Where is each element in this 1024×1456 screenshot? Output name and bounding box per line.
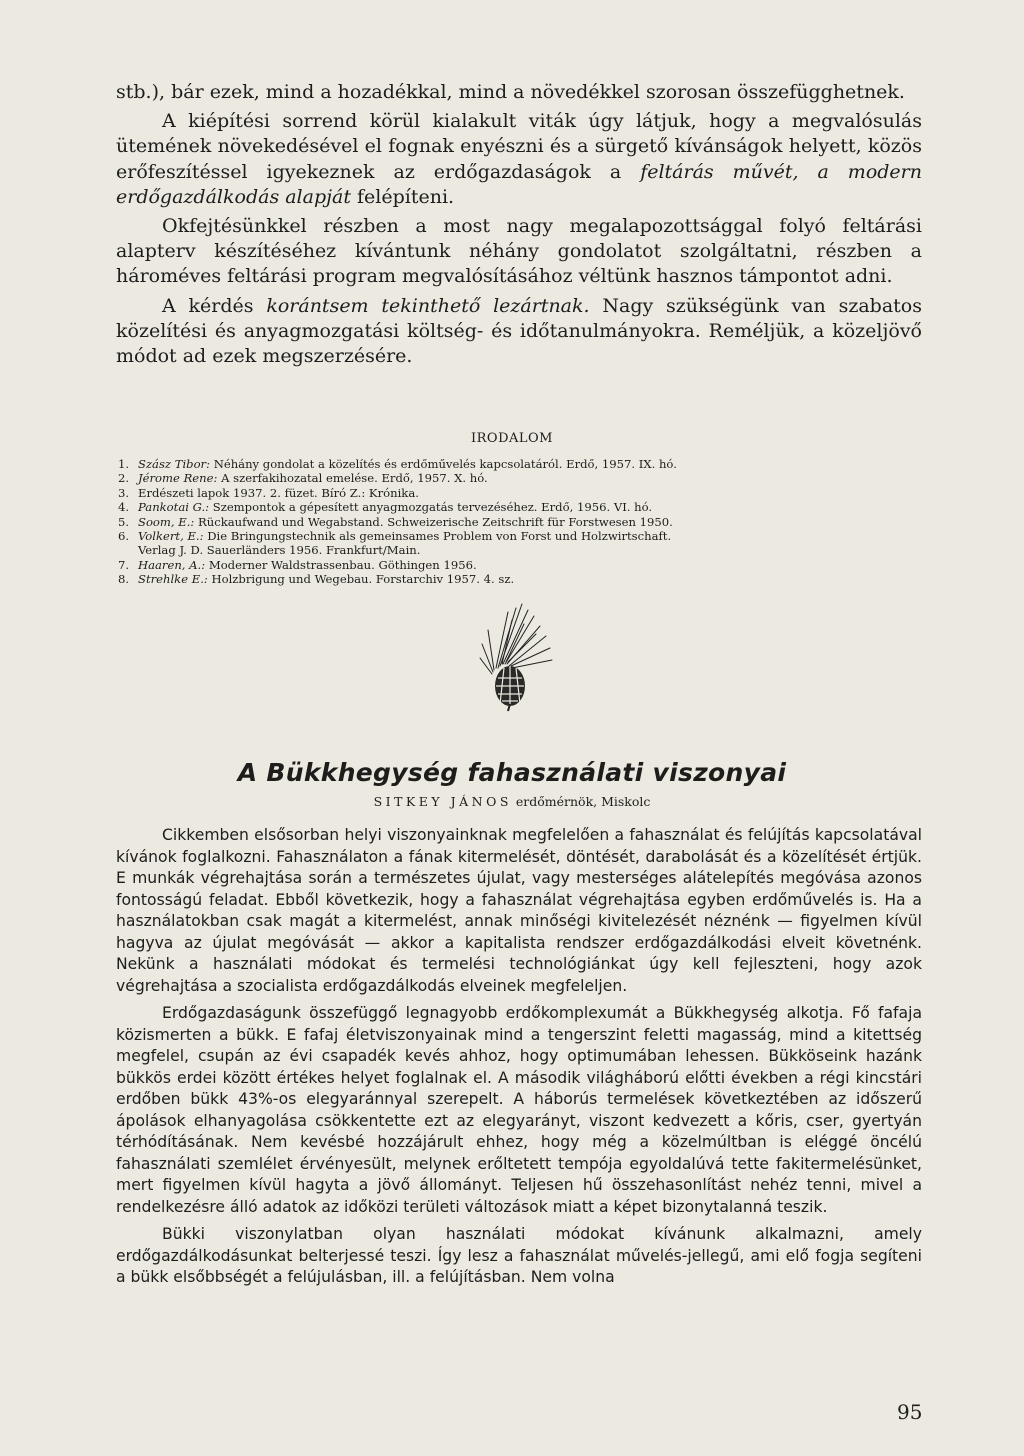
- references-heading: IRODALOM: [471, 431, 553, 446]
- reference-item: [118, 500, 924, 514]
- reference-item: [118, 486, 924, 500]
- reference-text: Die Bringungstechnik als gemeinsames Problem von Forst und Holzwirtschaft.: [207, 529, 672, 544]
- reference-author: Soom, E.:: [138, 514, 195, 529]
- intro-paragraph-4: A kérdés korántsem tekinthető lezártnak. Nagy szükségünk van szabatos közelítési és anyagmozgatási költség- és időtanulmányokra. Reméljük, a közeljövő módot ad ezek megszerzésére.: [116, 294, 922, 368]
- reference-number: 7.: [118, 557, 130, 572]
- reference-author: Strehlke E.:: [138, 572, 208, 587]
- reference-number: 3.: [118, 485, 130, 500]
- reference-item: [118, 457, 924, 471]
- references-list: [118, 457, 924, 587]
- reference-continuation: Verlag J. D. Sauerländers 1956. Frankfurt/Main.: [138, 543, 421, 558]
- intro-paragraph-3: Okfejtésünkkel részben a most nagy megalapozottsággal folyó feltárási alapterv készítéséhez kívántunk néhány gondolatot szolgáltatni, részben a hároméves feltárási program megvalósításához véltünk hasznos támpontot adni.: [116, 215, 922, 288]
- reference-number: 5.: [118, 514, 130, 529]
- reference-author: Jérome Rene:: [138, 471, 218, 486]
- fir-branch-illustration: [478, 600, 558, 712]
- intro-italic-phrase-2: korántsem tekinthető lezártnak.: [266, 294, 590, 317]
- reference-author: Szász Tibor:: [138, 457, 210, 471]
- reference-number: 4.: [118, 500, 130, 515]
- article-body: [116, 825, 922, 1289]
- intro-paragraph-2: A kiépítési sorrend körül kialakult viták úgy látjuk, hogy a megvalósulás ütemének növekedésével el fognak enyészni és a sürgető kívánságok helyett, közös erőfeszítéssel igyekeznek az erdőgazdaságok a feltárás művét, a modern erdőgazdálkodás alapját felépíteni.: [116, 110, 922, 208]
- page-number: 95: [897, 1400, 923, 1424]
- reference-text: Holzbrigung und Wegebau. Forstarchiv 1957. 4. sz.: [211, 572, 515, 587]
- article-author: SITKEY JÁNOS: [373, 794, 512, 809]
- reference-item: [118, 515, 924, 529]
- reference-text: Néhány gondolat a közelítés és erdőművelés kapcsolatáról. Erdő, 1957. IX. hó.: [213, 457, 677, 471]
- previous-article-ending: [116, 80, 922, 369]
- reference-number: 6.: [118, 529, 130, 544]
- article-paragraph-3: Bükki viszonylatban olyan használati módokat kívánunk alkalmazni, amely erdőgazdálkodásunkat belterjessé teszi. Így lesz a fahasználat művelés-jellegű, ami elő fogja segíteni a bükk elsőbbségét a felújulásban, ill. a felújításban. Nem volna: [116, 1225, 922, 1286]
- reference-item: [118, 529, 924, 558]
- reference-number: 8.: [118, 572, 130, 587]
- article-title: A Bükkhegység fahasználati viszonyai: [237, 758, 787, 787]
- article-byline: [0, 794, 1024, 809]
- reference-text: Erdészeti lapok 1937. 2. füzet. Bíró Z.: Krónika.: [138, 485, 419, 500]
- reference-text: Szempontok a gépesített anyagmozgatás tervezéséhez. Erdő, 1956. VI. hó.: [212, 500, 653, 515]
- reference-text: Moderner Waldstrassenbau. Göthingen 1956.: [208, 557, 477, 572]
- article-paragraph-2: Erdőgazdaságunk összefüggő legnagyobb erdőkomplexumát a Bükkhegység alkotja. Fő fafaja közismerten a bükk. E fafaj életviszonyainak mind a tengerszint feletti magasság, mind a kitettség megfelel, csupán az évi csapadék kevés ahhoz, hogy optimumában lehessen. Bükköseink hazánk bükkös erdei között értékes helyet foglalnak el. A második világháború előtti években a régi kincstári erdőben bükk 43%-os elegyaránnyal szerepelt. A háborús termelések következtében az időszerű ápolások elhanyagolása csökkentette ezt az elegyarányt, viszont kedvezett a kőris, cser, gyertyán térhódításának. Nem kevésbé hozzájárult ehhez, hogy még a közelmúltban is eléggé öncélú fahasználati szemlélet érvényesült, melynek erőltetett tempója egyoldalúvá tette fakitermelésünket, mert figyelmen kívül hagyta a jövő állományt. Teljesen hű összehasonlítást nehéz tenni, mivel a rendelkezésre álló adatok az időközi területi változások miatt a képet bizonytalanná teszik.: [116, 1004, 922, 1216]
- reference-author: Volkert, E.:: [138, 529, 204, 544]
- reference-number: 1.: [118, 457, 130, 471]
- reference-item: [118, 471, 924, 485]
- reference-author: Haaren, A.:: [138, 557, 206, 572]
- reference-text: Rückaufwand und Wegabstand. Schweizerische Zeitschrift für Forstwesen 1950.: [198, 514, 673, 529]
- reference-item: [118, 572, 924, 586]
- reference-item: [118, 558, 924, 572]
- intro-italic-phrase-1: feltárás művét, a modern erdőgazdálkodás alapját: [116, 160, 922, 208]
- intro-paragraph-1: stb.), bár ezek, mind a hozadékkal, mind a növedékkel szorosan összefügghetnek.: [116, 81, 905, 103]
- reference-text: A szerfakihozatal emelése. Erdő, 1957. X. hó.: [221, 471, 488, 486]
- reference-author: Pankotai G.:: [138, 500, 210, 515]
- article-affiliation: erdőmérnök, Miskolc: [515, 794, 651, 809]
- reference-number: 2.: [118, 471, 130, 486]
- article-paragraph-1: Cikkemben elsősorban helyi viszonyainknak megfelelően a fahasználat és felújítás kapcsolatával kívánok foglalkozni. Fahasználaton a fának kitermelését, döntését, darabolását és a közelítését értjük. E munkák végrehajtása során a természetes újulat, vagy mesterséges alátelepítés megóvása azonos fontosságú feladat. Ebből következik, hogy a fahasználat végrehajtása egyben erdőművelés is. Ha a használatokban csak magát a kitermelést, annak minőségi kivitelezését néznénk — figyelmen kívül hagyva az újulat megóvását — akkor a kapitalista rendszer erdőgazdálkodási elveit követnénk. Nekünk a használati módokat és termelési technológiánkat úgy kell fejleszteni, hogy azok végrehajtása a szocialista erdőgazdálkodás elveinek megfeleljen.: [116, 826, 922, 995]
